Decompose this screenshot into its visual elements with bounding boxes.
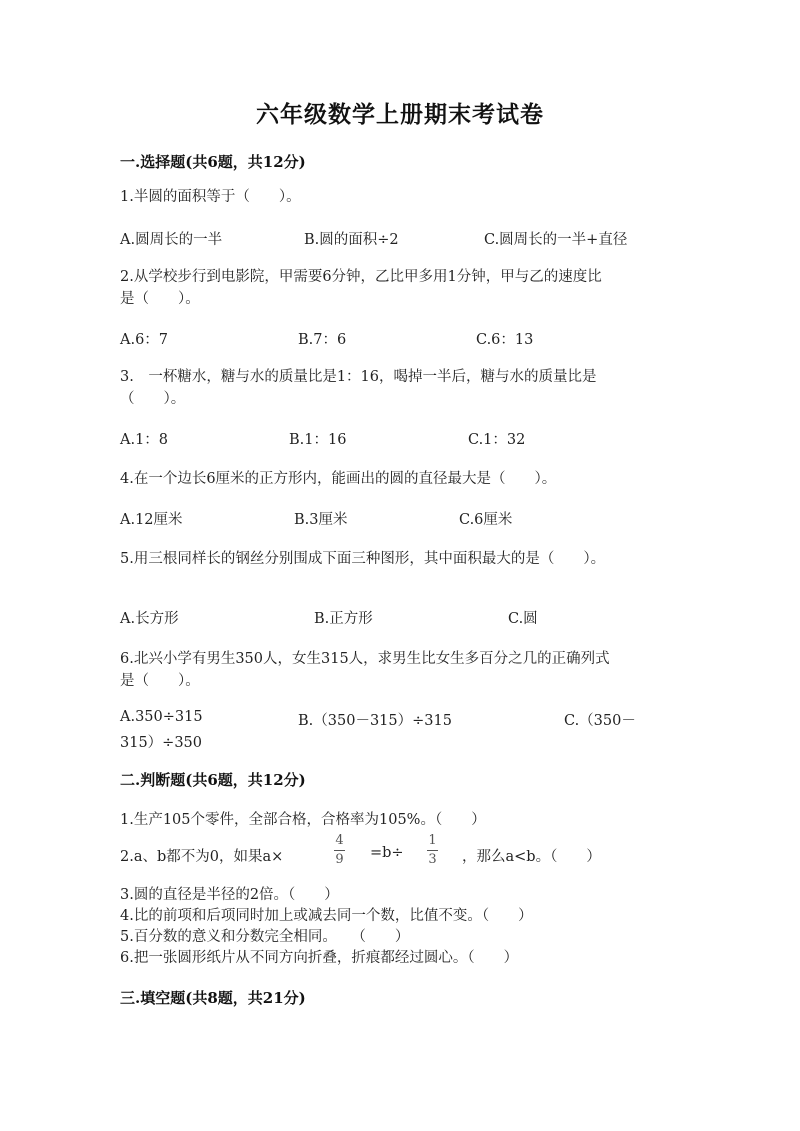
page-title: 六年级数学上册期末考试卷 xyxy=(256,101,544,128)
option-3a: A.1：8 xyxy=(120,432,169,448)
option-1c: C.圆周长的一半+直径 xyxy=(484,232,628,248)
question-3-line1: 3. 一杯糖水，糖与水的质量比是1：16，喝掉一半后，糖与水的质量比是 xyxy=(120,369,597,385)
option-6a: A.350÷315 xyxy=(120,709,203,725)
option-6b: B.（350－315）÷315 xyxy=(298,713,452,729)
fraction-4-9 xyxy=(334,834,345,867)
question-2-line1: 2.从学校步行到电影院，甲需要6分钟，乙比甲多用1分钟，甲与乙的速度比 xyxy=(120,269,602,285)
question-2-line2: 是（ ）。 xyxy=(120,291,200,307)
option-5b: B.正方形 xyxy=(314,611,373,627)
fraction-1-3 xyxy=(427,834,438,867)
fraction-denominator: 9 xyxy=(335,852,344,867)
option-5c: C.圆 xyxy=(508,611,538,627)
judge-question-2-part1: 2.a、b都不为0，如果a× xyxy=(120,849,284,865)
question-6-line1: 6.北兴小学有男生350人，女生315人，求男生比女生多百分之几的正确列式 xyxy=(120,651,610,667)
judge-question-1: 1.生产105个零件，全部合格，合格率为105%。（ ） xyxy=(120,812,486,828)
section-heading-choice: 一.选择题(共6题，共12分) xyxy=(120,153,306,171)
option-4c: C.6厘米 xyxy=(459,512,513,528)
judge-question-4: 4.比的前项和后项同时加上或减去同一个数，比值不变。（ ） xyxy=(120,908,533,924)
judge-question-3: 3.圆的直径是半径的2倍。（ ） xyxy=(120,887,339,903)
section-heading-fill: 三.填空题(共8题，共21分) xyxy=(120,989,306,1007)
question-3-line2: （ ）。 xyxy=(120,391,186,407)
option-4b: B.3厘米 xyxy=(294,512,348,528)
fraction-denominator: 3 xyxy=(428,852,437,867)
judge-question-6: 6.把一张圆形纸片从不同方向折叠，折痕都经过圆心。（ ） xyxy=(120,950,519,966)
option-3b: B.1：16 xyxy=(289,432,347,448)
option-3c: C.1：32 xyxy=(468,432,526,448)
option-1a: A.圆周长的一半 xyxy=(120,232,223,248)
option-2a: A.6：7 xyxy=(120,332,169,348)
fraction-numerator: 1 xyxy=(428,833,437,848)
judge-question-2-part2: =b÷ xyxy=(370,845,404,861)
option-4a: A.12厘米 xyxy=(120,512,183,528)
question-5: 5.用三根同样长的钢丝分别围成下面三种图形，其中面积最大的是（ ）。 xyxy=(120,551,606,567)
section-heading-judge: 二.判断题(共6题，共12分) xyxy=(120,771,306,789)
judge-question-5: 5.百分数的意义和分数完全相同。 （ ） xyxy=(120,929,410,945)
option-6c-wrap: 315）÷350 xyxy=(120,735,203,751)
question-4: 4.在一个边长6厘米的正方形内，能画出的圆的直径最大是（ ）。 xyxy=(120,471,557,487)
question-1: 1.半圆的面积等于（ ）。 xyxy=(120,189,301,205)
option-2b: B.7：6 xyxy=(298,332,347,348)
option-6c: C.（350－ xyxy=(564,713,636,729)
fraction-bar xyxy=(427,850,438,851)
question-6-line2: 是（ ）。 xyxy=(120,673,200,689)
option-2c: C.6：13 xyxy=(476,332,534,348)
fraction-numerator: 4 xyxy=(335,833,344,848)
fraction-bar xyxy=(334,850,345,851)
option-1b: B.圆的面积÷2 xyxy=(304,232,399,248)
judge-question-2-part3: ，那么a<b。（ ） xyxy=(462,849,601,865)
option-5a: A.长方形 xyxy=(120,611,179,627)
